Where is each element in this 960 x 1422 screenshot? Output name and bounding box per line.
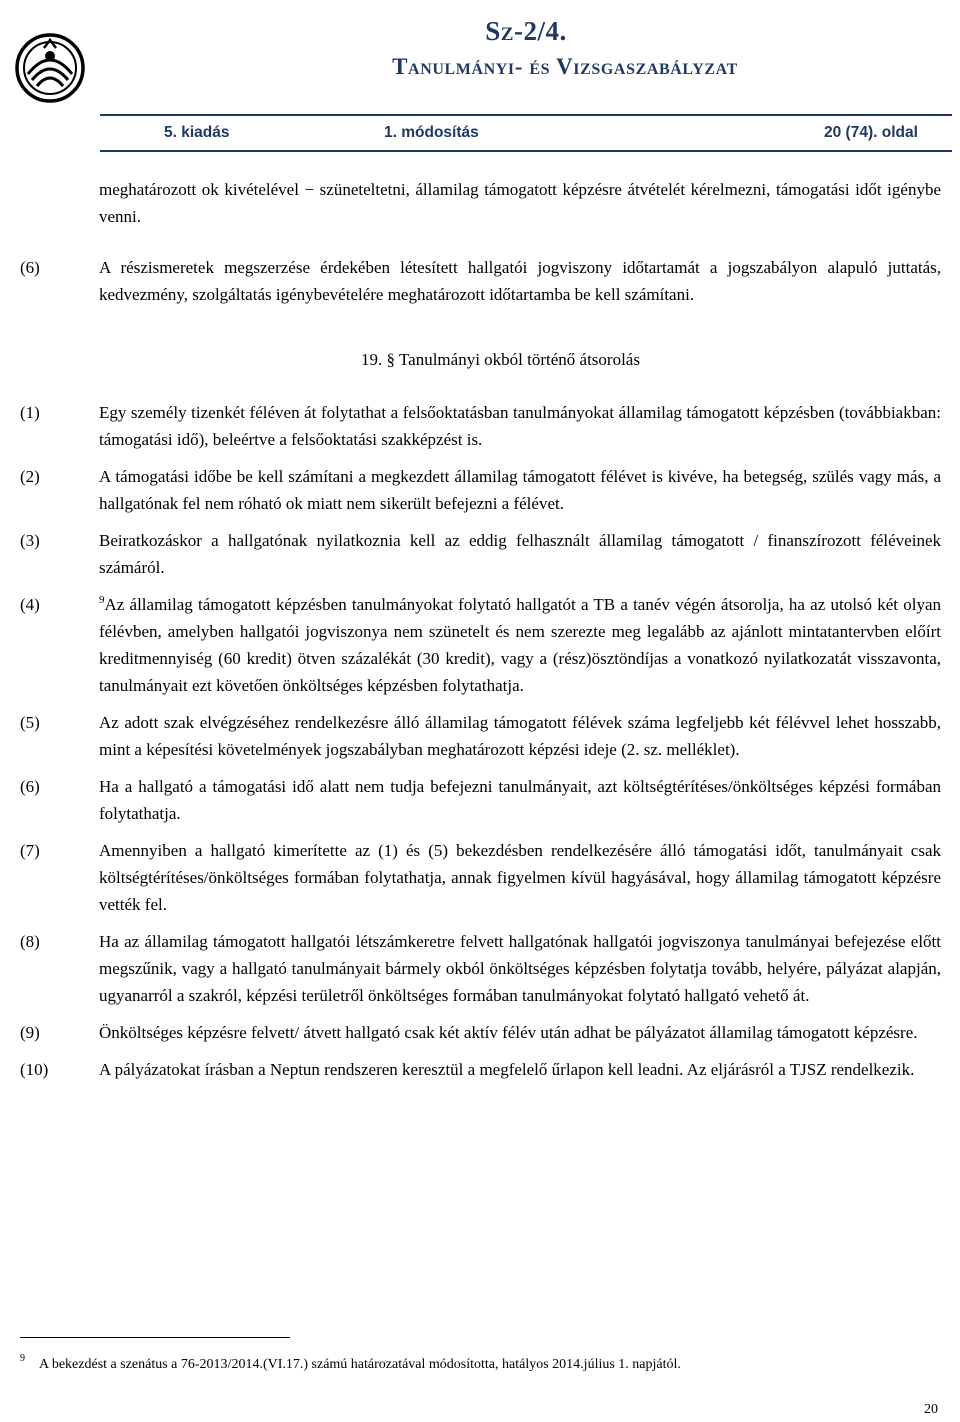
paragraph bbox=[20, 1019, 941, 1046]
paragraph-number: (5) bbox=[20, 713, 40, 732]
paragraph-text: Beiratkozáskor a hallgatónak nyilatkoznia kell az eddig felhasznált államilag támogatott / finanszírozott féléveinek számáról. bbox=[99, 531, 941, 577]
footnote bbox=[20, 1353, 681, 1375]
revision-label: 1. módosítás bbox=[384, 124, 479, 141]
paragraph-number: (1) bbox=[20, 403, 40, 422]
paragraph-number: (9) bbox=[20, 1023, 40, 1042]
paragraph bbox=[20, 709, 941, 763]
paragraph-number: (6) bbox=[20, 777, 40, 796]
edition-label: 5. kiadás bbox=[164, 124, 230, 141]
paragraph bbox=[20, 527, 941, 581]
paragraph-text: Amennyiben a hallgató kimerítette az (1) és (5) bekezdésben rendelkezésére álló támogatási időt, tanulmányait csak költségtérítéses/önköltséges formában folytathatja, annak figyelmen kívül hagyásával, hogy államilag támogatott képzésre vették fel. bbox=[99, 841, 941, 914]
paragraph bbox=[20, 837, 941, 918]
paragraph-text: A pályázatokat írásban a Neptun rendszeren keresztül a megfelelő űrlapon kell leadni. Az eljárásról a TJSZ rendelkezik. bbox=[99, 1060, 915, 1079]
paragraph-number: (10) bbox=[20, 1060, 49, 1079]
section-heading: 19. § Tanulmányi okból történő átsorolás bbox=[361, 350, 640, 369]
paragraph bbox=[20, 1056, 941, 1083]
footnote-text: A bekezdést a szenátus a 76-2013/2014.(VI.17.) számú határozatával módosította, hatályos 2014.július 1. napjától. bbox=[39, 1357, 681, 1372]
document-title: Tanulmányi- és Vizsgaszabályzat bbox=[392, 54, 738, 79]
paragraph-number: (8) bbox=[20, 932, 40, 951]
paragraph-text: Ha az államilag támogatott hallgatói létszámkeretre felvett hallgatónak hallgatói jogviszonya tanulmányai befejezése előtt megszűnik, vagy a hallgató tanulmányait bármely okból önköltséges képzésben folytatja tovább, helyére, pályázat alapján, ugyanarról a szakról, képzési területről önköltséges formában tanulmányokat folytató hallgató vehető át. bbox=[99, 932, 941, 1005]
paragraph bbox=[20, 399, 941, 453]
paragraph-number: (6) bbox=[20, 258, 40, 277]
paragraph bbox=[20, 928, 941, 1009]
page-label: 20 (74). oldal bbox=[824, 124, 918, 141]
paragraph bbox=[20, 463, 941, 517]
paragraph-text: Egy személy tizenkét féléven át folytathat a felsőoktatásban tanulmányokat államilag támogatott képzésben (továbbiakban: támogatási idő), beleértve a felsőoktatási szakképzést is. bbox=[99, 403, 941, 449]
header-rule-top bbox=[100, 114, 952, 116]
paragraph-number: (4) bbox=[20, 595, 40, 614]
footnote-reference[interactable]: 9 bbox=[99, 594, 105, 606]
paragraph bbox=[20, 254, 941, 308]
document-code: Sz-2/4. bbox=[485, 16, 567, 46]
paragraph-text: Ha a hallgató a támogatási idő alatt nem tudja befejezni tanulmányait, azt költségtérítéses/önköltséges képzési formában folytathatja. bbox=[99, 777, 941, 823]
continued-paragraph: meghatározott ok kivételével − szüneteltetni, államilag támogatott képzésre átvételét kérelmezni, támogatási időt igénybe venni. bbox=[99, 180, 941, 226]
footnote-number: 9 bbox=[20, 1353, 25, 1364]
paragraph bbox=[20, 591, 941, 699]
paragraph-number: (2) bbox=[20, 467, 40, 486]
paragraph-text: Az államilag támogatott képzésben tanulmányokat folytató hallgatót a TB a tanév végén átsorolja, ha az utolsó két olyan félévben, amelyben hallgatói jogviszonya nem szünetelt és nem szerezte meg legalább az ajánlott mintatantervben előírt kreditmennyiség (60 kredit) ötven százalékát (30 kredit), vagy a (rész)ösztöndíjas a vonatkozó nyilatkozatát visszavonta, tanulmányait ezt követően önköltséges képzésben folytathatja. bbox=[99, 595, 941, 695]
paragraph-number: (3) bbox=[20, 531, 40, 550]
paragraph-number: (7) bbox=[20, 841, 40, 860]
university-emblem-icon bbox=[14, 32, 86, 104]
paragraph-text: Az adott szak elvégzéséhez rendelkezésre álló államilag támogatott félévek száma legfeljebb két félévvel lehet hosszabb, mint a képesítési követelmények jogszabályban meghatározott képzési ideje (2. sz. melléklet). bbox=[99, 713, 941, 759]
footnote-separator bbox=[20, 1337, 290, 1338]
paragraph-text: A támogatási időbe be kell számítani a megkezdett államilag támogatott félévet is kivéve, ha betegség, szülés vagy más, a hallgatónak fel nem róható ok miatt nem sikerült befejezni a félévet. bbox=[99, 467, 941, 513]
page-number: 20 bbox=[924, 1402, 938, 1417]
paragraph bbox=[20, 773, 941, 827]
header-rule-bottom bbox=[100, 150, 952, 152]
paragraph-text: A részismeretek megszerzése érdekében létesített hallgatói jogviszony időtartamát a jogszabályon alapuló juttatás, kedvezmény, szolgáltatás igénybevételére meghatározott időtartamba be kell számítani. bbox=[99, 258, 941, 304]
document-body bbox=[20, 176, 941, 1093]
paragraph-text: Önköltséges képzésre felvett/ átvett hallgató csak két aktív félév után adhat be pályázatot államilag támogatott képzésre. bbox=[99, 1023, 918, 1042]
